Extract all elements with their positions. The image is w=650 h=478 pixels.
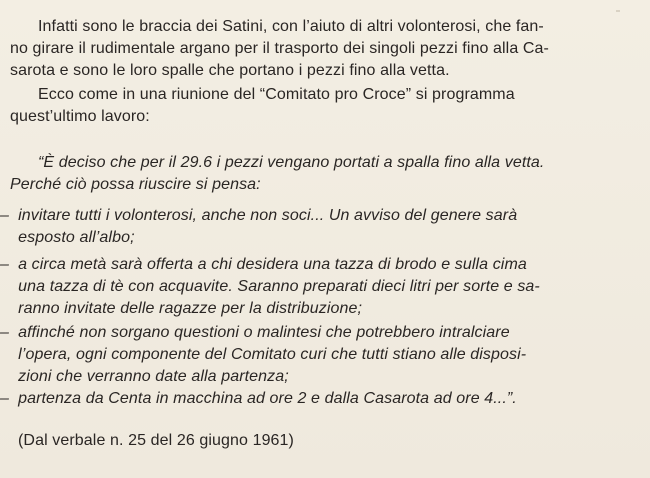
- paragraph-2-line-1: Ecco come in una riunione del “Comitato pro Croce” si programma: [38, 86, 515, 103]
- quote-item-4-line-1: – partenza da Centa in macchina ad ore 2 e dalla Casarota ad ore 4...”.: [0, 390, 517, 407]
- quote-item-3-line-2: l’opera, ogni componente del Comitato curi che tutti stiano alle disposi-: [0, 346, 527, 363]
- citation: (Dal verbale n. 25 del 26 giugno 1961): [18, 432, 294, 449]
- quote-item-2-line-3: ranno invitate delle ragazze per la distribuzione;: [0, 300, 363, 317]
- quote-item-3-line-3: zioni che verranno date alla partenza;: [0, 368, 289, 385]
- quote-intro-line-1: “È deciso che per il 29.6 i pezzi vengano portati a spalla fino alla vetta.: [38, 154, 545, 171]
- paragraph-2-line-2: quest’ultimo lavoro:: [10, 108, 150, 125]
- quote-item-3-line-1: – affinché non sorgano questioni o malintesi che potrebbero intralciare: [0, 324, 510, 341]
- quote-item-2-line-1: – a circa metà sarà offerta a chi desidera una tazza di brodo e sulla cima: [0, 256, 527, 273]
- paragraph-1-line-1: Infatti sono le braccia dei Satini, con l’aiuto di altri volonterosi, che fan-: [38, 18, 544, 35]
- paragraph-1-line-2: no girare il rudimentale argano per il trasporto dei singoli pezzi fino alla Ca-: [10, 40, 549, 57]
- paragraph-1-line-3: sarota e sono le loro spalle che portano i pezzi fino alla vetta.: [10, 62, 450, 79]
- quote-item-2-line-2: una tazza di tè con acquavite. Saranno preparati dieci litri per sorte e sa-: [0, 278, 540, 295]
- quote-item-1-line-1: – invitare tutti i volonterosi, anche non soci... Un avviso del genere sarà: [0, 207, 518, 224]
- paper-mark: [616, 10, 620, 12]
- quote-intro-line-2: Perché ciò possa riuscire si pensa:: [10, 176, 261, 193]
- quote-item-1-line-2: esposto all’albo;: [0, 229, 135, 246]
